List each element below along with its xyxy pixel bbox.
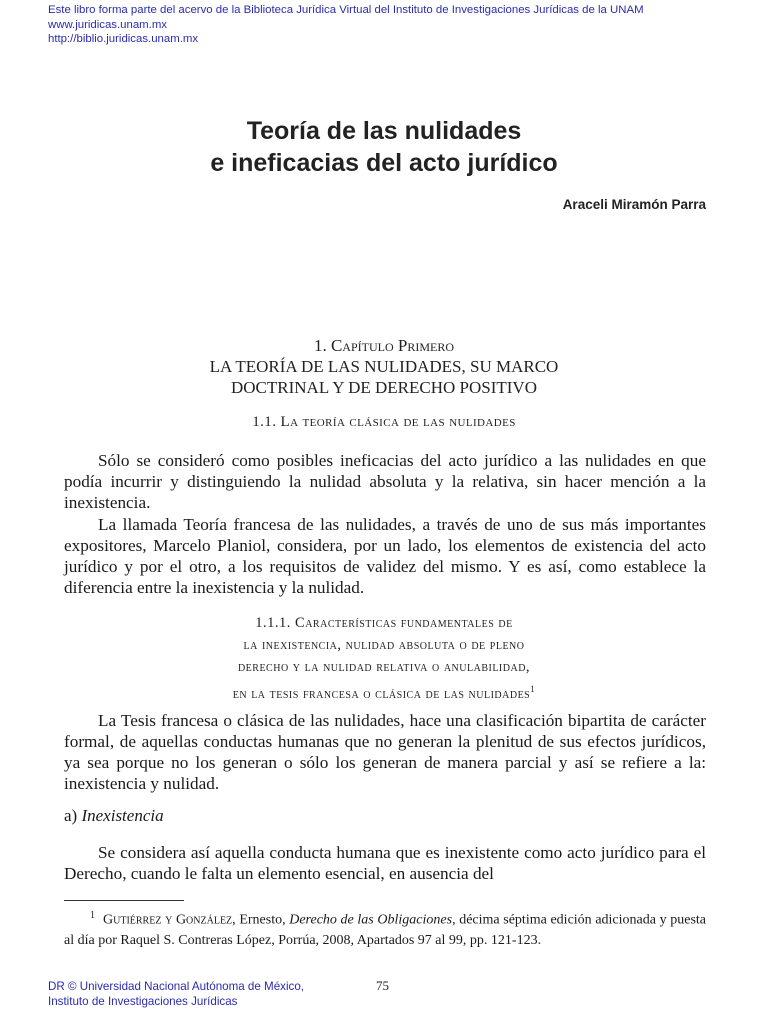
library-notice-line: Este libro forma parte del acervo de la Biblioteca Jurídica Virtual del Instituto de Investigaciones Jurídicas de la UNAM <box>48 4 644 16</box>
chapter-number: 1. <box>313 336 327 355</box>
subheading-line-4-text: en la tesis francesa o clásica de las nulidades <box>232 685 531 702</box>
chapter-name: Capítulo Primero <box>330 336 455 355</box>
chapter-heading <box>0 335 768 398</box>
author-name: Araceli Miramón Parra <box>562 197 706 212</box>
copyright-line-1: DR © Universidad Nacional Autónoma de México, <box>48 980 304 993</box>
chapter-label <box>0 335 768 356</box>
copyright-notice <box>48 980 304 1009</box>
subheading-line-4 <box>0 678 768 705</box>
footnote-details: , décima séptima edición adicionada y puesta al día por Raquel S. Contreras López, Porrúa, 2008, Apartados 97 al 99, pp. 121-123. <box>64 912 707 948</box>
paragraph-2-text: La llamada Teoría francesa de las nulidades, a través de uno de sus más importantes expositores, Marcelo Planiol, considera, por un lado, los elementos de existencia del acto jurídico y por el otro, a los requisitos de validez del mismo. Y es así, como establece la diferencia entre la inexistencia y la nulidad. <box>64 515 706 597</box>
title-line-1: Teoría de las nulidades <box>246 117 522 145</box>
chapter-title-line-1: LA TEORÍA DE LAS NULIDADES, SU MARCO <box>209 357 559 376</box>
paragraph-4 <box>64 842 706 884</box>
title-line-2: e ineficacias del acto jurídico <box>210 149 558 177</box>
paragraph-3 <box>64 710 706 794</box>
library-notice <box>48 3 644 47</box>
paragraph-4-text: Se considera así aquella conducta humana que es inexistente como acto jurídico para el Derecho, cuando le falta un elemento esencial, en ausencia del <box>64 843 706 883</box>
subheading-line-2: la inexistencia, nulidad absoluta o de pleno <box>243 637 525 653</box>
footnote-author: Gutiérrez y González <box>103 912 233 928</box>
subheading-line-3: derecho y la nulidad relativa o anulabilidad, <box>237 659 531 675</box>
item-a-title: Inexistencia <box>81 806 164 825</box>
juridicas-url[interactable]: www.juridicas.unam.mx <box>48 18 168 31</box>
chapter-title-line-2: DOCTRINAL Y DE DERECHO POSITIVO <box>231 378 537 397</box>
footnote-divider <box>64 900 184 901</box>
footnote-number: 1 <box>90 910 95 921</box>
copyright-line-2: Instituto de Investigaciones Jurídicas <box>48 994 238 1008</box>
page-number: 75 <box>376 978 389 993</box>
item-a-label: a) <box>64 806 78 825</box>
paragraph-2 <box>64 514 706 598</box>
section-heading-1-1: 1.1. La teoría clásica de las nulidades <box>252 414 516 430</box>
paragraph-1-text: Sólo se consideró como posibles ineficacias del acto jurídico a las nulidades en que podía incurrir y distinguiendo la nulidad absoluta y la relativa, sin hacer mención a la inexistencia. <box>64 451 706 512</box>
footnote-1 <box>64 906 706 951</box>
footnote-reference[interactable]: 1 <box>530 684 536 694</box>
document-title <box>0 115 768 179</box>
footnote-author-rest: , Ernesto, <box>232 912 290 928</box>
item-a-heading <box>64 806 164 826</box>
paragraph-1 <box>64 450 706 513</box>
biblio-url[interactable]: http://biblio.juridicas.unam.mx <box>48 33 199 45</box>
section-heading-1-1-1 <box>0 612 768 705</box>
footnote-work-title: Derecho de las Obligaciones <box>289 912 453 928</box>
paragraph-3-text: La Tesis francesa o clásica de las nulidades, hace una clasificación bipartita de carácter formal, de aquellas conductas humanas que no generan la plenitud de sus efectos jurídicos, ya sea porque no los generan o sólo los generan de manera parcial y así se refiere a la: inexistencia y nulidad. <box>64 711 706 793</box>
subheading-line-1: 1.1.1. Características fundamentales de <box>255 615 513 631</box>
